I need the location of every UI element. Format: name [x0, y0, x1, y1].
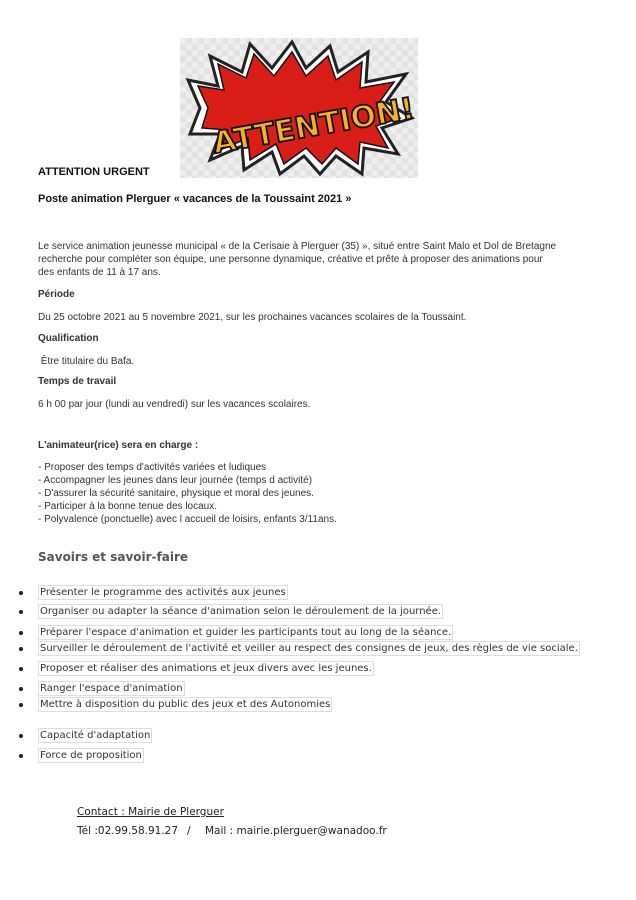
bullet-icon: [19, 631, 23, 635]
attention-burst-icon: [180, 38, 418, 178]
attention-banner-image: [180, 38, 418, 178]
bullet-text: Surveiller le déroulement de l'activité et veiller au respect des consignes de jeux, des règles de vie sociale.: [40, 643, 578, 654]
temps-label: Temps de travail: [38, 376, 117, 387]
qualification-text: Être titulaire du Bafa.: [38, 356, 135, 367]
list-item: - Accompagner les jeunes dans leur journée (temps d activité): [38, 475, 313, 486]
bullet-text: Ranger l'espace d'animation: [40, 683, 183, 694]
intro-line-3: des enfants de 11 à 17 ans.: [38, 267, 161, 278]
intro-paragraph: [38, 240, 556, 279]
bullet-icon: [19, 647, 23, 651]
bullet-icon: [19, 703, 23, 707]
charge-list: [38, 461, 337, 526]
intro-line-1: Le service animation jeunesse municipal « de la Cerisaie à Plerguer (35) », situé entre Saint Malo et Dol de Bretagne: [38, 241, 557, 252]
bullet-text: Présenter le programme des activités aux jeunes: [40, 587, 286, 598]
bullet-text: Force de proposition: [40, 750, 142, 761]
bullet-icon: [19, 687, 23, 691]
bullet-text: Proposer et réaliser des animations et jeux divers avec les jeunes.: [40, 663, 372, 674]
intro-line-2: recherche pour compléter son équipe, une personne dynamique, créative et prête à proposer des animations pour: [38, 254, 543, 265]
banner-text: ATTENTION!: [210, 91, 418, 162]
bullet-icon: [19, 610, 23, 614]
charge-label: L'animateur(rice) sera en charge :: [38, 440, 199, 451]
bullet-icon: [19, 754, 23, 758]
temps-text: 6 h 00 par jour (lundi au vendredi) sur les vacances scolaires.: [38, 399, 311, 410]
contact-label: Contact : Mairie de Plerguer: [77, 806, 224, 818]
qualification-label: Qualification: [38, 333, 99, 344]
post-title: Poste animation Plerguer « vacances de la Toussaint 2021 »: [38, 193, 352, 205]
bullet-text: Mettre à disposition du public des jeux et des Autonomies: [40, 699, 331, 710]
periode-text: Du 25 octobre 2021 au 5 novembre 2021, sur les prochaines vacances scolaires de la Toussaint.: [38, 312, 467, 323]
contact-mail: Mail : mairie.plerguer@wanadoo.fr: [205, 825, 387, 837]
bullet-icon: [19, 667, 23, 671]
contact-separator: /: [187, 825, 191, 837]
savoirs-title: Savoirs et savoir-faire: [38, 550, 189, 564]
contact-tel: Tél :02.99.58.91.27: [77, 825, 179, 837]
bullet-text: Préparer l'espace d'animation et guider les participants tout au long de la séance.: [40, 627, 452, 638]
bullet-text: Capacité d'adaptation: [40, 730, 151, 741]
urgent-heading: ATTENTION URGENT: [38, 166, 150, 178]
bullet-icon: [19, 591, 23, 595]
bullet-icon: [19, 734, 23, 738]
periode-label: Période: [38, 289, 75, 300]
list-item: - Proposer des temps d'activités variées et ludiques: [38, 462, 267, 473]
bullet-text: Organiser ou adapter la séance d'animation selon le déroulement de la journée.: [40, 606, 442, 617]
list-item: - Polyvalence (ponctuelle) avec l accueil de loisirs, enfants 3/11ans.: [38, 514, 337, 525]
list-item: - Participer à la bonne tenue des locaux.: [38, 501, 217, 512]
list-item: - D'assurer la sécurité sanitaire, physique et moral des jeunes.: [38, 488, 314, 499]
